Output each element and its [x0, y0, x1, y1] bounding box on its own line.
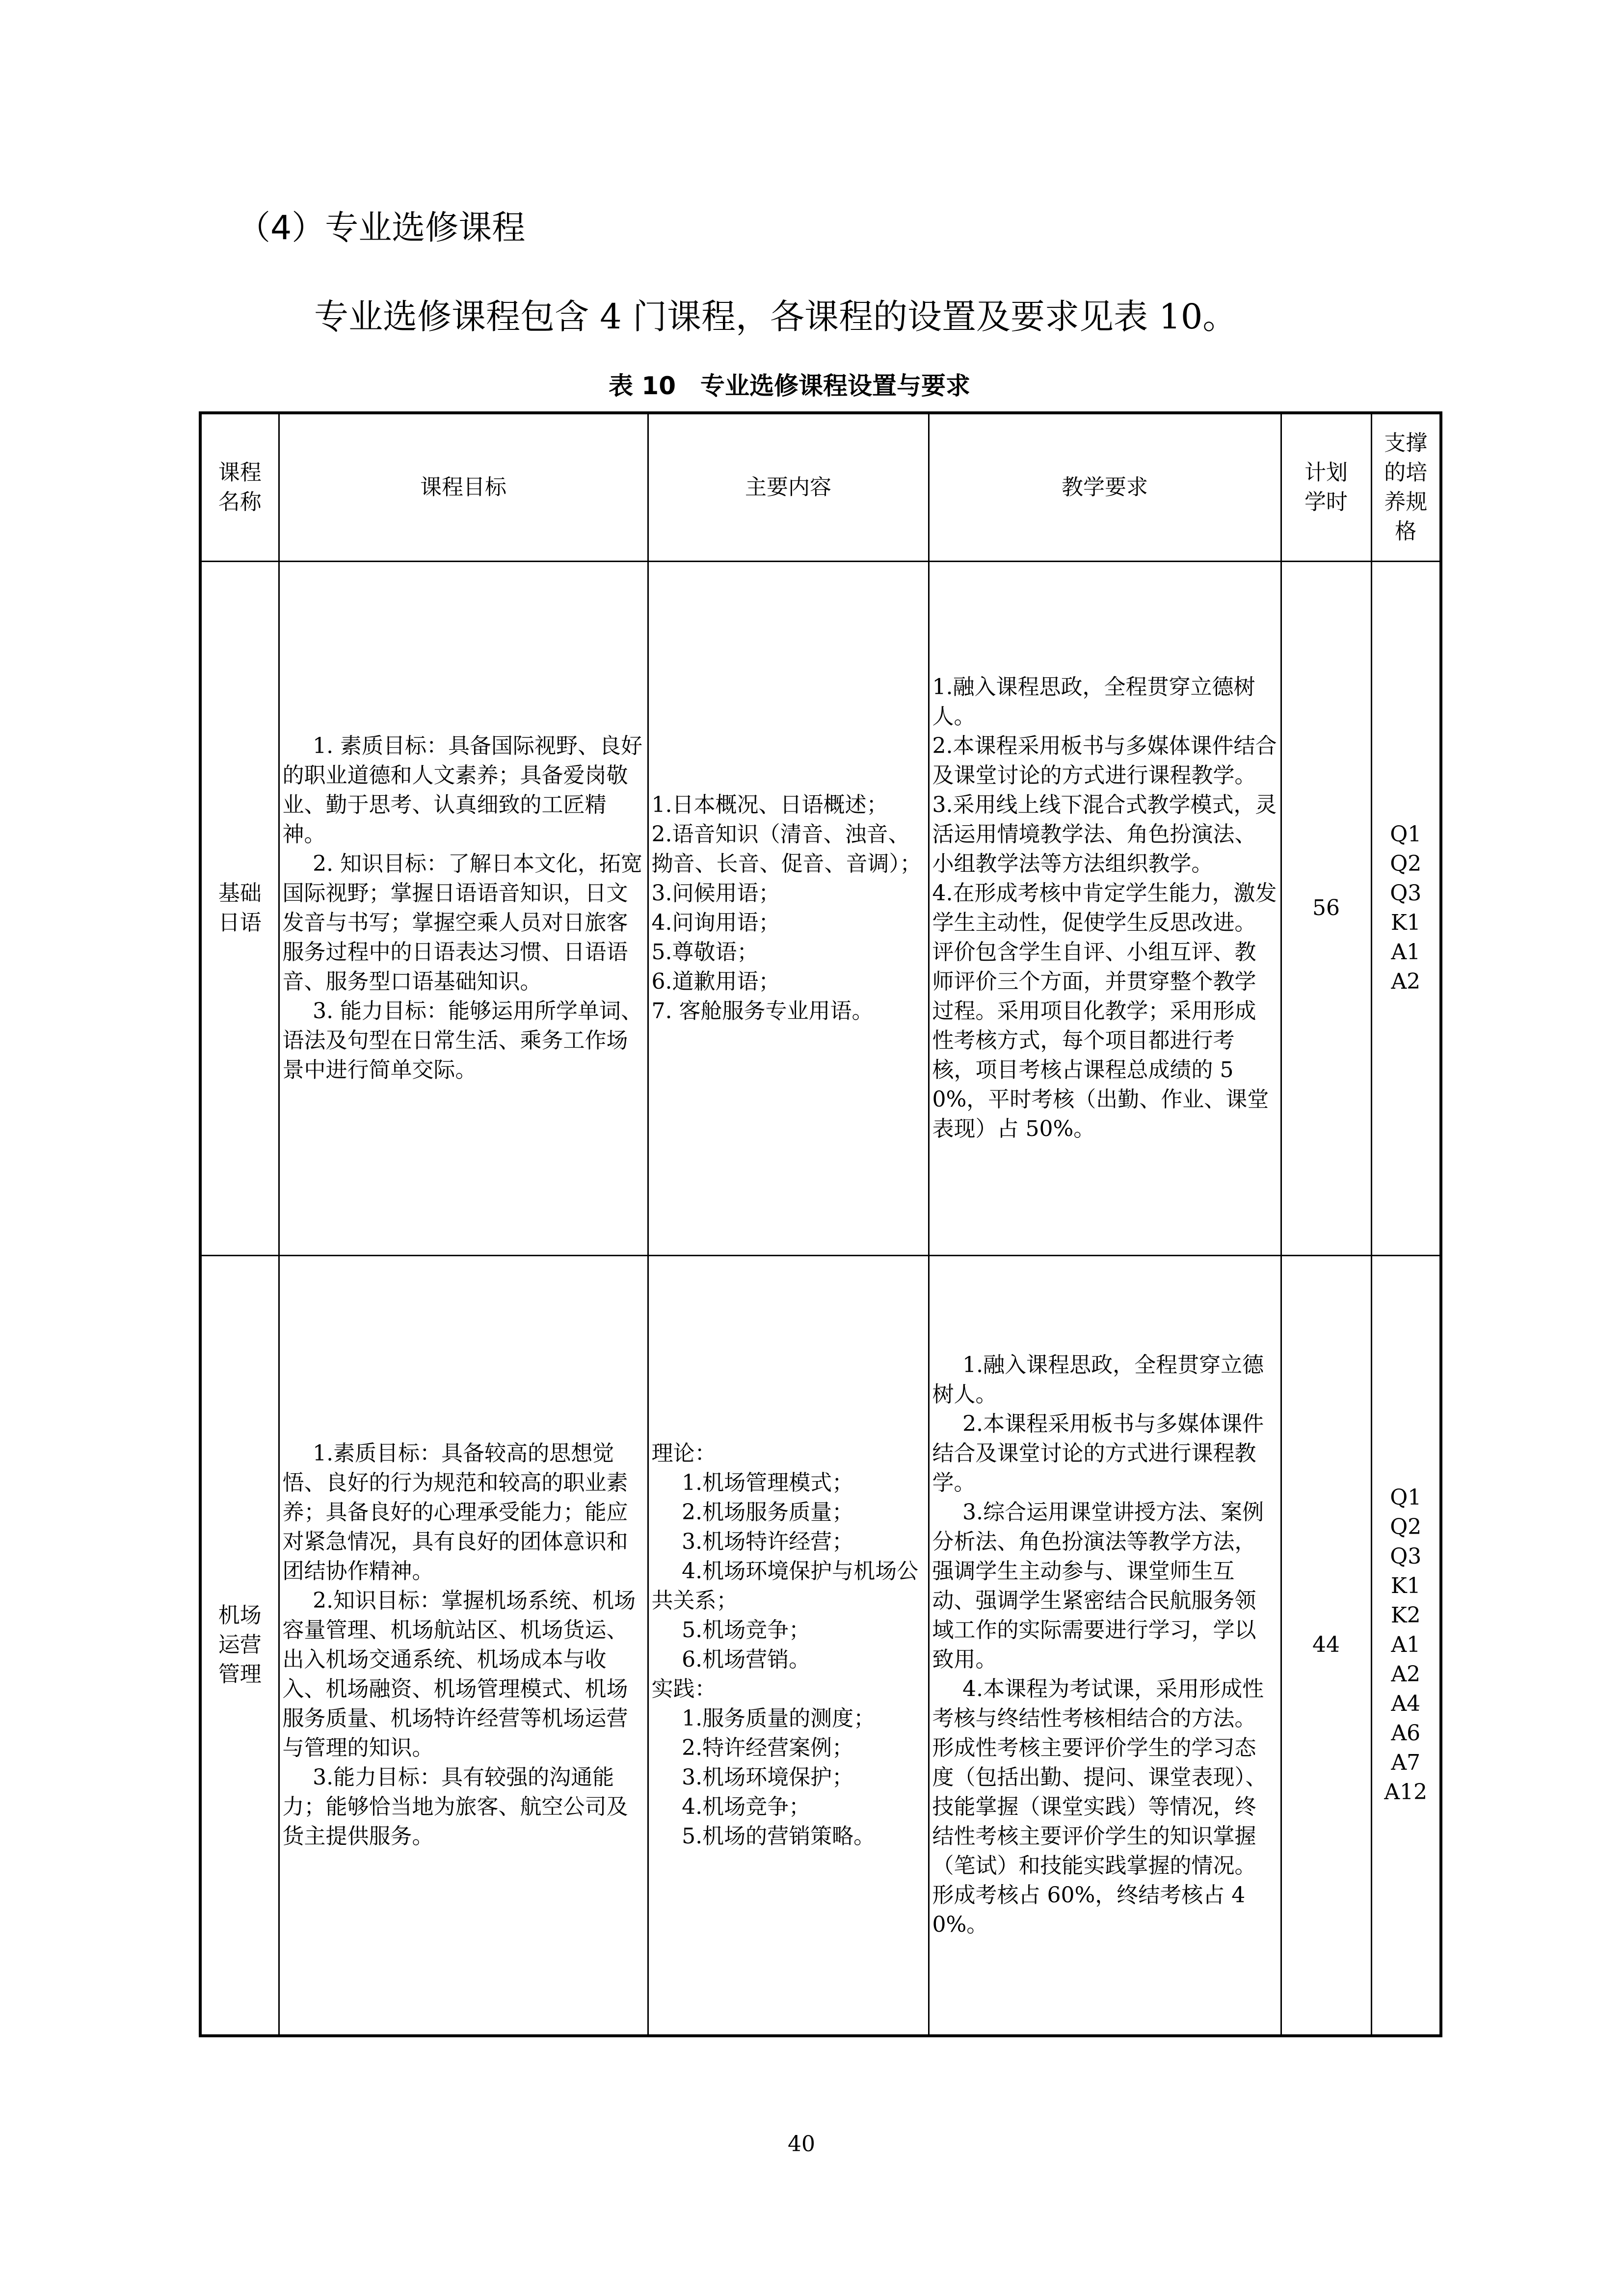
page-number: 40: [788, 2132, 815, 2157]
intro-paragraph: 专业选修课程包含 4 门课程，各课程的设置及要求见表 10。: [314, 297, 1237, 337]
header-requirements: 教学要求: [929, 413, 1281, 561]
header-objectives: 课程目标: [279, 413, 648, 561]
support-cell: Q1 Q2 Q3 K1 A1 A2: [1371, 561, 1441, 1255]
header-support: 支撑 的培 养规 格: [1371, 413, 1441, 561]
hours-cell: 56: [1281, 561, 1371, 1255]
objectives-cell: 1. 素质目标：具备国际视野、良好的职业道德和人文素养；具备爱岗敬业、勤于思考、认真细致的工匠精神。 2. 知识目标：了解日本文化，拓宽国际视野；掌握日语语音知识，日文发音与书写；掌握空乘人员对日旅客服务过程中的日语表达习惯、日语语音、服务型口语基础知识。 3. 能力目标：能够运用所学单词、语法及句型在日常生活、乘务工作场景中进行简单交际。: [279, 561, 648, 1255]
header-content: 主要内容: [648, 413, 929, 561]
header-hours: 计划 学时: [1281, 413, 1371, 561]
objectives-cell: 1.素质目标：具备较高的思想觉悟、良好的行为规范和较高的职业素养；具备良好的心理承受能力；能应对紧急情况，具有良好的团体意识和团结协作精神。 2.知识目标：掌握机场系统、机场容量管理、机场航站区、机场货运、出入机场交通系统、机场成本与收入、机场融资、机场管理模式、机场服务质量、机场特许经营等机场运营与管理的知识。 3.能力目标：具有较强的沟通能力；能够恰当地为旅客、航空公司及货主提供服务。: [279, 1255, 648, 2036]
course-name-cell: 机场 运营 管理: [200, 1255, 279, 2036]
table-header-row: [200, 413, 1441, 561]
table-row: [200, 1255, 1441, 2036]
requirements-cell: 1.融入课程思政，全程贯穿立德树人。 2.本课程采用板书与多媒体课件结合及课堂讨论的方式进行课程教学。 3.采用线上线下混合式教学模式，灵活运用情境教学法、角色扮演法、小组教学法等方法组织教学。 4.在形成考核中肯定学生能力，激发学生主动性，促使学生反思改进。评价包含学生自评、小组互评、教师评价三个方面，并贯穿整个教学过程。采用项目化教学；采用形成性考核方式，每个项目都进行考核，项目考核占课程总成绩的 50%，平时考核（出勤、作业、课堂表现）占 50%。: [929, 561, 1281, 1255]
requirements-cell: 1.融入课程思政，全程贯穿立德树人。 2.本课程采用板书与多媒体课件结合及课堂讨论的方式进行课程教学。 3.综合运用课堂讲授方法、案例分析法、角色扮演法等教学方法，强调学生主动参与、课堂师生互动、强调学生紧密结合民航服务领域工作的实际需要进行学习，学以致用。 4.本课程为考试课，采用形成性考核与终结性考核相结合的方法。形成性考核主要评价学生的学习态度（包括出勤、提问、课堂表现）、技能掌握（课堂实践）等情况，终结性考核主要评价学生的知识掌握（笔试）和技能实践掌握的情况。形成考核占 60%，终结考核占 40%。: [929, 1255, 1281, 2036]
table-row: [200, 561, 1441, 1255]
hours-cell: 44: [1281, 1255, 1371, 2036]
content-cell: 1.日本概况、日语概述； 2.语音知识（清音、浊音、拗音、长音、促音、音调）； 3.问候用语； 4.问询用语； 5.尊敬语； 6.道歉用语； 7. 客舱服务专业用语。: [648, 561, 929, 1255]
content-cell: 理论： 1.机场管理模式； 2.机场服务质量； 3.机场特许经营； 4.机场环境保护与机场公共关系； 5.机场竞争； 6.机场营销。 实践： 1.服务质量的测度； 2.特许经营案例； 3.机场环境保护； 4.机场竞争； 5.机场的营销策略。: [648, 1255, 929, 2036]
header-course-name: 课程 名称: [200, 413, 279, 561]
section-heading: （4）专业选修课程: [237, 209, 526, 247]
course-table: [199, 411, 1442, 2037]
table-caption: 表 10 专业选修课程设置与要求: [609, 372, 970, 400]
support-cell: Q1 Q2 Q3 K1 K2 A1 A2 A4 A6 A7 A12: [1371, 1255, 1441, 2036]
course-name-cell: 基础 日语: [200, 561, 279, 1255]
